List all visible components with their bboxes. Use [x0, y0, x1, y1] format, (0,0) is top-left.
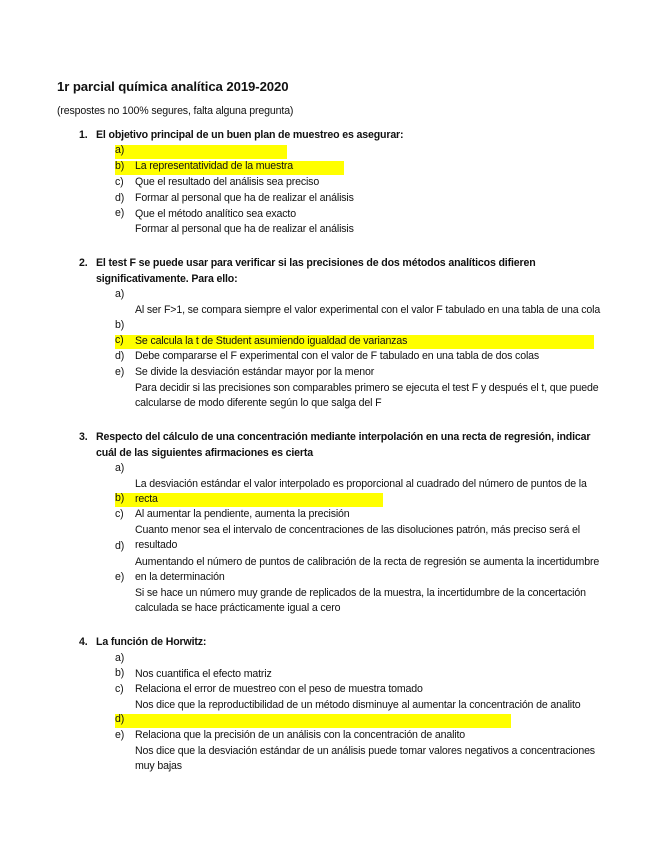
option-text: Relaciona el error de muestreo con el peso de muestra tomado	[135, 682, 423, 695]
option-letter: b)	[115, 319, 125, 331]
option-letter: e)	[115, 207, 125, 219]
option-letter: c)	[115, 508, 124, 520]
option-letter: c)	[115, 176, 124, 188]
option-letter: a)	[115, 462, 125, 474]
option-3a	[115, 461, 605, 508]
question-number: 3.	[79, 431, 88, 443]
option-letter: b)	[115, 160, 125, 172]
question-2	[79, 256, 609, 287]
option-letter: a)	[115, 288, 125, 300]
option-letter: c)	[115, 683, 124, 695]
option-text: Que el resultado del análisis sea preciso	[135, 175, 320, 188]
option-text: Si se hace un número muy grande de replicados de la muestra, la incertidumbre de la concertación calculada se hace prácticamente igual a cero	[135, 586, 586, 615]
question-text: El test F se puede usar para verificar si las precisiones de dos métodos analíticos difieren significativamente. Para ello:	[96, 257, 536, 285]
document-subtitle: (respostes no 100% segures, falta alguna pregunta)	[57, 105, 294, 117]
option-letter: b)	[115, 667, 125, 679]
option-letter: b)	[115, 492, 125, 504]
question-text: Respecto del cálculo de una concentración mediante interpolación en una recta de regresión, indicar cuál de las siguientes afirmaciones es cierta	[96, 431, 591, 459]
option-2a	[115, 287, 605, 318]
option-letter: c)	[115, 334, 124, 346]
option-letter: e)	[115, 571, 125, 583]
option-letter: a)	[115, 144, 125, 156]
option-text: Se divide la desviación estándar mayor por la menor	[135, 365, 375, 378]
option-text: Al ser F>1, se compara siempre el valor experimental con el valor F tabulado en una tabla de una cola	[135, 303, 601, 316]
question-text: El objetivo principal de un buen plan de muestreo es asegurar:	[96, 129, 404, 141]
option-1a	[115, 143, 605, 174]
question-4	[79, 635, 609, 651]
question-1	[79, 128, 609, 144]
option-text: La representatividad de la muestra	[135, 159, 294, 172]
option-text: Se calcula la t de Student asumiendo igualdad de varianzas	[135, 334, 408, 347]
option-4a	[115, 651, 605, 682]
option-text: Para decidir si las precisiones son comparables primero se ejecuta el test F y después el t, que puede calcularse de modo diferente según lo que salga del F	[135, 381, 599, 410]
option-text: Aumentando el número de puntos de calibración de la recta de regresión se aumenta la incertidumbre en la determinación	[135, 555, 600, 584]
option-text: La desviación estándar el valor interpolado es proporcional al cuadrado del número de puntos de la recta	[135, 477, 587, 506]
option-text: Nos dice que la desviación estándar de un análisis puede tomar valores negativos a concentraciones muy bajas	[135, 744, 595, 773]
option-2b	[115, 318, 605, 349]
option-text: Debe compararse el F experimental con el valor de F tabulado en una tabla de dos colas	[135, 349, 540, 362]
option-letter: e)	[115, 366, 125, 378]
question-3	[79, 430, 599, 461]
option-4d	[115, 712, 605, 743]
option-letter: d)	[115, 713, 125, 725]
option-letter: e)	[115, 729, 125, 741]
option-letter: a)	[115, 652, 125, 664]
option-letter: d)	[115, 192, 125, 204]
option-text: Formar al personal que ha de realizar el análisis	[135, 222, 354, 235]
option-letter: d)	[115, 350, 125, 362]
question-number: 4.	[79, 636, 88, 648]
option-text: Relaciona que la precisión de un análisis con la concentración de analito	[135, 728, 466, 741]
question-number: 2.	[79, 257, 88, 269]
option-text: Cuanto menor sea el intervalo de concentraciones de las disoluciones patrón, más preciso será el resultado	[135, 523, 580, 552]
question-text: La función de Horwitz:	[96, 636, 207, 648]
document-title: 1r parcial química analítica 2019-2020	[57, 79, 289, 94]
option-letter: d)	[115, 540, 125, 552]
option-text: Nos dice que la reproductibilidad de un método disminuye al aumentar la concentración de analito	[135, 698, 581, 711]
question-number: 1.	[79, 129, 88, 141]
option-text: Nos cuantifica el efecto matriz	[135, 667, 272, 680]
option-text: Que el método analítico sea exacto	[135, 207, 296, 220]
option-text: Al aumentar la pendiente, aumenta la precisión	[135, 507, 350, 520]
option-text: Formar al personal que ha de realizar el análisis	[135, 191, 354, 204]
